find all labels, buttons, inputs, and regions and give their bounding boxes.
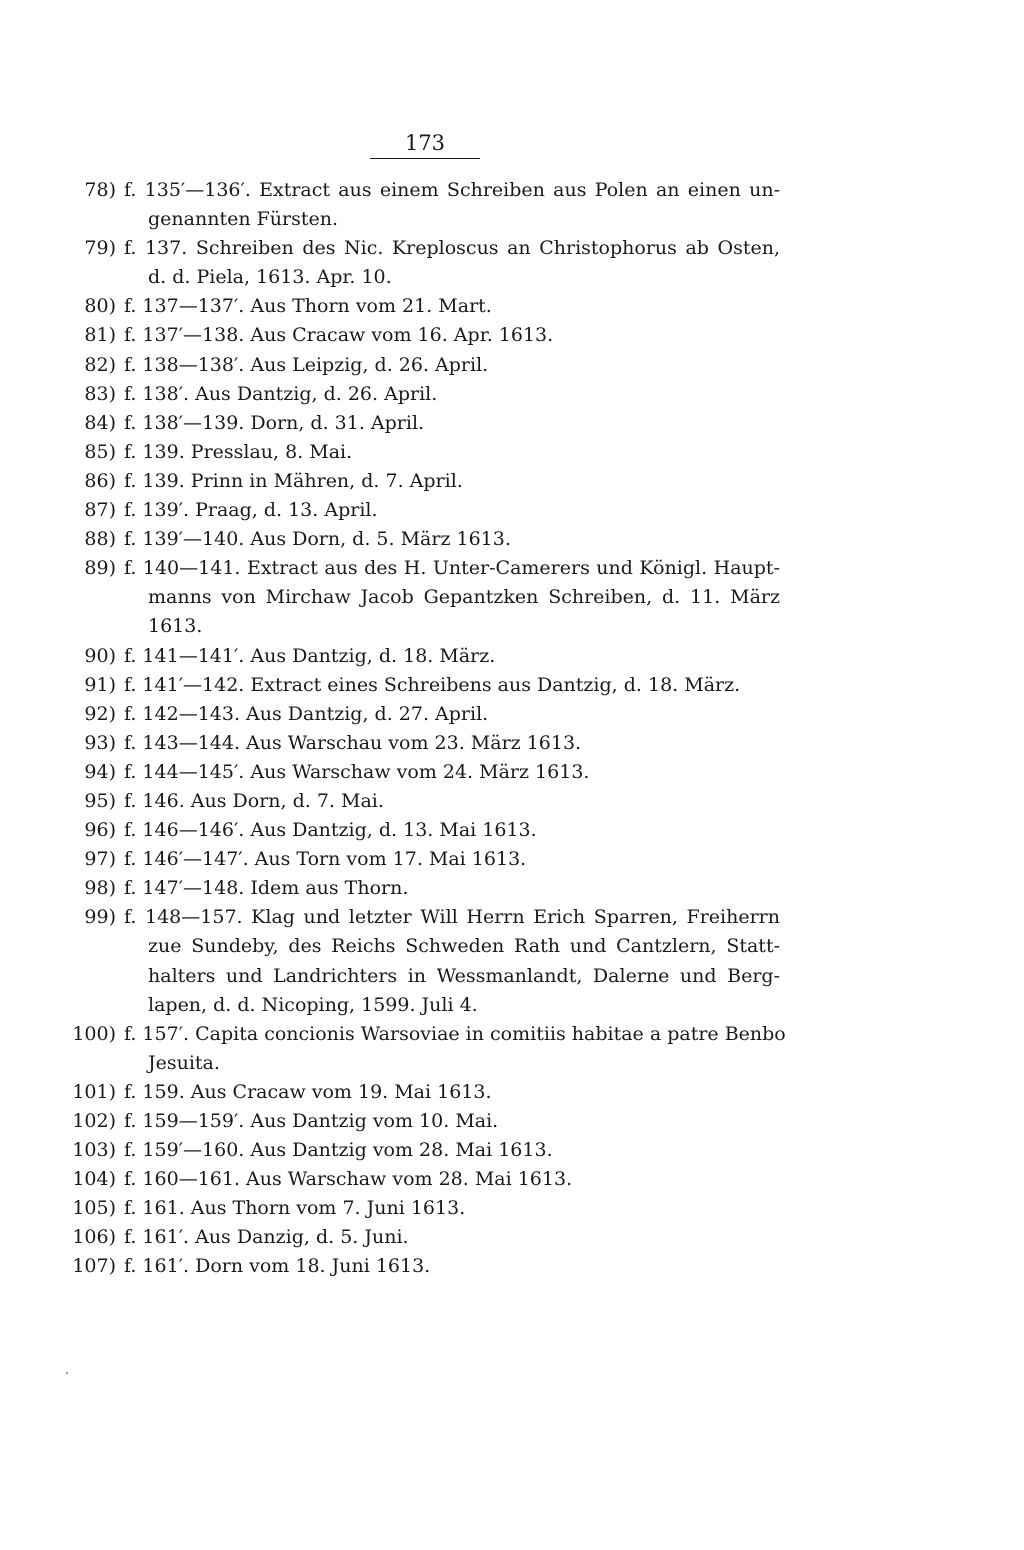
entry-line: f. 137′—138. Aus Cracaw vom 16. Apr. 1613. bbox=[124, 324, 554, 347]
entry-list bbox=[60, 176, 786, 1282]
entry-line: f. 135′—136′. Extract aus einem Schreiben aus Polen an einen un- bbox=[124, 179, 780, 201]
entry-line: f. 147′—148. Idem aus Thorn. bbox=[124, 877, 409, 900]
entry-number: 106) bbox=[72, 1226, 116, 1249]
entry-line: d. d. Piela, 1613. Apr. 10. bbox=[148, 266, 392, 289]
list-item bbox=[60, 671, 780, 700]
entry-text bbox=[124, 787, 780, 816]
list-item bbox=[60, 1223, 780, 1252]
list-item bbox=[60, 292, 780, 321]
list-item bbox=[60, 409, 780, 438]
list-item bbox=[60, 874, 780, 903]
entry-number: 82) bbox=[84, 353, 116, 376]
list-item bbox=[60, 234, 780, 292]
entry-text bbox=[124, 234, 780, 292]
list-item bbox=[60, 380, 780, 409]
entry-line: f. 137. Schreiben des Nic. Kreploscus an Christophorus ab Osten, bbox=[124, 237, 780, 260]
entry-number: 102) bbox=[72, 1110, 116, 1132]
entry-text bbox=[124, 816, 780, 845]
list-item bbox=[60, 351, 780, 380]
entry-line: 1613. bbox=[148, 615, 203, 638]
entry-line: f. 143—144. Aus Warschau vom 23. März 1613. bbox=[124, 731, 582, 754]
list-item bbox=[60, 1194, 780, 1223]
list-item bbox=[60, 1136, 780, 1165]
entry-line: f. 161′. Dorn vom 18. Juni 1613. bbox=[124, 1255, 431, 1278]
list-item bbox=[60, 845, 780, 874]
entry-text bbox=[124, 467, 780, 496]
entry-line: genannten Fürsten. bbox=[148, 208, 339, 231]
entry-line: f. 146′—147′. Aus Torn vom 17. Mai 1613. bbox=[124, 848, 527, 871]
entry-number: 91) bbox=[84, 673, 116, 696]
entry-line: f. 157′. Capita concionis Warsoviae in comitiis habitae a patre Benbo bbox=[124, 1022, 786, 1045]
entry-number: 97) bbox=[84, 848, 116, 871]
entry-line: lapen, d. d. Nicoping, 1599. Juli 4. bbox=[148, 993, 478, 1016]
list-item bbox=[60, 903, 780, 1019]
entry-line: f. 159—159′. Aus Dantzig vom 10. Mai. bbox=[124, 1110, 499, 1132]
page-number-rule bbox=[370, 158, 480, 159]
entry-text bbox=[124, 554, 780, 641]
list-item bbox=[60, 554, 780, 641]
entry-line: f. 160—161. Aus Warschaw vom 28. Mai 1613. bbox=[124, 1168, 573, 1191]
entry-line: f. 161′. Aus Danzig, d. 5. Juni. bbox=[124, 1226, 409, 1249]
entry-line: f. 159. Aus Cracaw vom 19. Mai 1613. bbox=[124, 1080, 492, 1103]
entry-line: f. 146. Aus Dorn, d. 7. Mai. bbox=[124, 789, 384, 812]
list-item bbox=[60, 438, 780, 467]
entry-number: 80) bbox=[84, 295, 116, 318]
entry-number: 83) bbox=[84, 382, 116, 405]
entry-text bbox=[124, 438, 780, 467]
entry-text bbox=[124, 176, 780, 234]
entry-text bbox=[124, 1136, 780, 1165]
entry-text bbox=[124, 1223, 780, 1252]
page-number: 173 bbox=[404, 131, 446, 155]
entry-text bbox=[124, 321, 780, 350]
entry-line: halters und Landrichters in Wessmanlandt, Dalerne und Berg- bbox=[148, 964, 780, 987]
entry-line: f. 139. Prinn in Mähren, d. 7. April. bbox=[124, 469, 463, 492]
entry-line: f. 140—141. Extract aus des H. Unter-Camerers und Königl. Haupt- bbox=[124, 557, 780, 580]
entry-line: f. 138′—139. Dorn, d. 31. April. bbox=[124, 411, 425, 434]
entry-line: f. 146—146′. Aus Dantzig, d. 13. Mai 1613. bbox=[124, 819, 537, 842]
entry-text bbox=[124, 845, 780, 874]
entry-line: f. 139. Presslau, 8. Mai. bbox=[124, 440, 353, 463]
entry-number: 100) bbox=[72, 1022, 116, 1045]
entry-line: f. 137—137′. Aus Thorn vom 21. Mart. bbox=[124, 295, 492, 318]
entry-number: 81) bbox=[84, 324, 116, 347]
entry-number: 104) bbox=[72, 1168, 116, 1191]
entry-number: 94) bbox=[84, 760, 116, 783]
entry-text bbox=[124, 729, 780, 758]
list-item bbox=[60, 467, 780, 496]
entry-text bbox=[124, 903, 780, 1019]
entry-text bbox=[124, 1194, 780, 1223]
list-item bbox=[60, 321, 780, 350]
list-item bbox=[60, 176, 780, 234]
entry-number: 92) bbox=[84, 702, 116, 725]
entry-text bbox=[124, 642, 780, 671]
scan-speck bbox=[66, 1372, 68, 1374]
entry-text bbox=[124, 1165, 780, 1194]
entry-number: 86) bbox=[84, 469, 116, 492]
list-item bbox=[60, 642, 780, 671]
entry-number: 95) bbox=[84, 789, 116, 812]
entry-text bbox=[124, 758, 780, 787]
entry-number: 85) bbox=[84, 440, 116, 463]
entry-number: 103) bbox=[72, 1139, 116, 1162]
entry-line: f. 142—143. Aus Dantzig, d. 27. April. bbox=[124, 702, 489, 725]
entry-number: 89) bbox=[84, 557, 116, 580]
list-item bbox=[60, 1107, 780, 1136]
entry-number: 101) bbox=[72, 1080, 116, 1103]
entry-text bbox=[124, 292, 780, 321]
entry-text bbox=[124, 1107, 780, 1136]
entry-line: f. 141—141′. Aus Dantzig, d. 18. März. bbox=[124, 644, 496, 667]
entry-line: zue Sundeby, des Reichs Schweden Rath und Cantzlern, Statt- bbox=[148, 935, 780, 958]
list-item bbox=[60, 1252, 780, 1281]
entry-number: 78) bbox=[84, 179, 116, 201]
entry-text bbox=[124, 525, 780, 554]
entry-line: f. 138—138′. Aus Leipzig, d. 26. April. bbox=[124, 353, 489, 376]
entry-text bbox=[124, 1078, 780, 1107]
list-item bbox=[60, 787, 780, 816]
entry-line: f. 138′. Aus Dantzig, d. 26. April. bbox=[124, 382, 438, 405]
entry-text bbox=[124, 700, 780, 729]
entry-line: manns von Mirchaw Jacob Gepantzken Schreiben, d. 11. März bbox=[148, 586, 780, 609]
entry-text bbox=[124, 671, 780, 700]
entry-number: 107) bbox=[72, 1255, 116, 1278]
list-item bbox=[60, 1078, 780, 1107]
entry-line: f. 159′—160. Aus Dantzig vom 28. Mai 1613. bbox=[124, 1139, 553, 1162]
list-item bbox=[60, 729, 780, 758]
entry-line: f. 148—157. Klag und letzter Will Herrn Erich Sparren, Freiherrn bbox=[124, 906, 780, 929]
entry-text bbox=[124, 496, 780, 525]
entry-line: Jesuita. bbox=[148, 1051, 220, 1074]
entry-line: f. 139′—140. Aus Dorn, d. 5. März 1613. bbox=[124, 528, 511, 551]
entry-line: f. 161. Aus Thorn vom 7. Juni 1613. bbox=[124, 1197, 466, 1220]
entry-line: f. 144—145′. Aus Warschaw vom 24. März 1613. bbox=[124, 760, 590, 783]
entry-text bbox=[124, 380, 780, 409]
entry-text bbox=[124, 874, 780, 903]
list-item bbox=[60, 525, 780, 554]
entry-number: 93) bbox=[84, 731, 116, 754]
entry-number: 79) bbox=[84, 237, 116, 260]
entry-number: 96) bbox=[84, 819, 116, 842]
entry-text bbox=[124, 1252, 780, 1281]
entry-text bbox=[124, 1020, 786, 1078]
entry-number: 90) bbox=[84, 644, 116, 667]
list-item bbox=[60, 816, 780, 845]
entry-number: 87) bbox=[84, 499, 116, 522]
list-item bbox=[60, 1020, 786, 1078]
entry-number: 88) bbox=[84, 528, 116, 551]
list-item bbox=[60, 1165, 780, 1194]
entry-line: f. 141′—142. Extract eines Schreibens aus Dantzig, d. 18. März. bbox=[124, 673, 741, 696]
entry-text bbox=[124, 351, 780, 380]
list-item bbox=[60, 496, 780, 525]
entry-number: 84) bbox=[84, 411, 116, 434]
entry-number: 99) bbox=[84, 906, 116, 929]
list-item bbox=[60, 758, 780, 787]
entry-line: f. 139′. Praag, d. 13. April. bbox=[124, 499, 378, 522]
list-item bbox=[60, 700, 780, 729]
entry-text bbox=[124, 409, 780, 438]
entry-number: 105) bbox=[72, 1197, 116, 1220]
entry-number: 98) bbox=[84, 877, 116, 900]
